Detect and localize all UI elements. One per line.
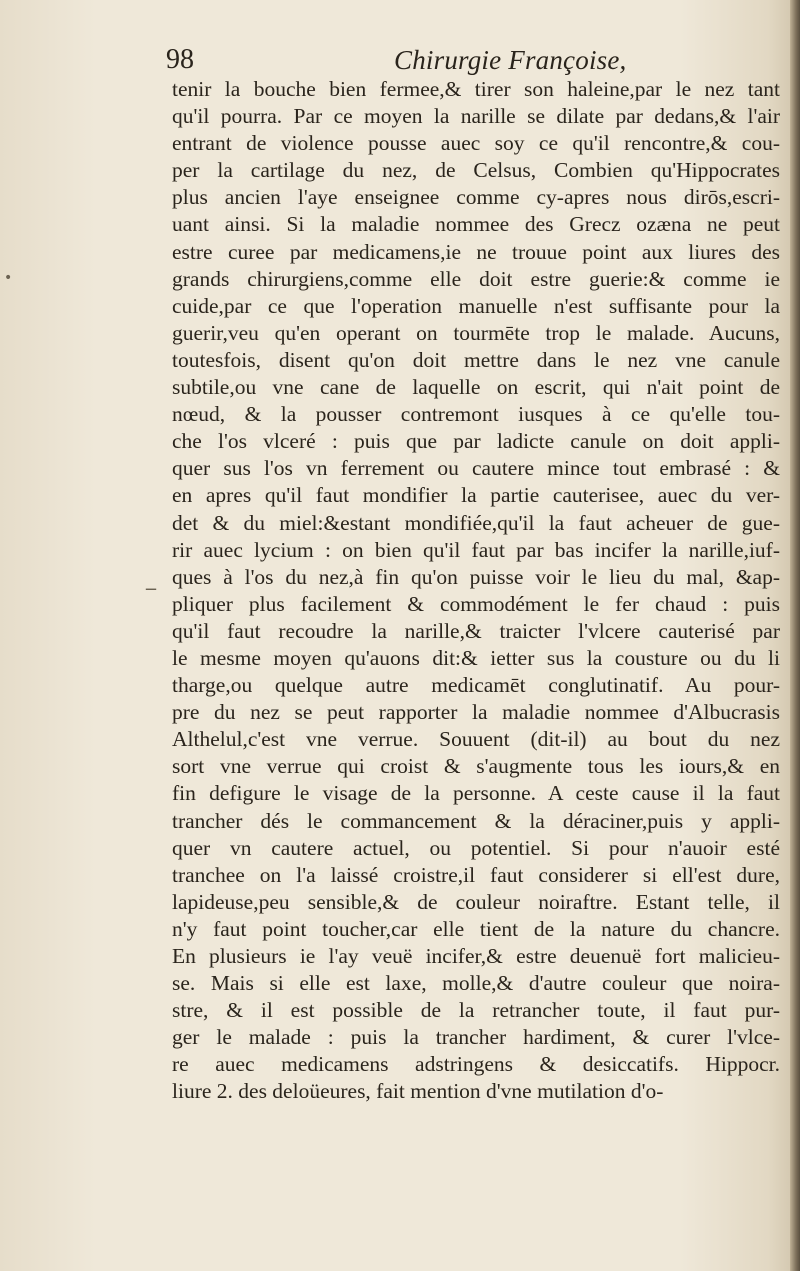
text-line: ger le malade : puis la trancher hardiment, & curer l'vlce-	[172, 1025, 780, 1050]
text-line: Althelul,c'est vne verrue. Souuent (dit-il) au bout du nez	[172, 727, 780, 752]
text-line: se. Mais si elle est laxe, molle,& d'autre couleur que noira-	[172, 971, 780, 996]
text-line: ques à l'os du nez,à fin qu'on puisse voir le lieu du mal, &ap-	[172, 564, 780, 589]
text-line: quer sus l'os vn ferrement ou cautere mince tout embrasé : &	[172, 456, 780, 481]
running-title: Chirurgie Françoise,	[394, 45, 627, 75]
page-number: 98	[166, 44, 194, 75]
text-line: estre curee par medicamens,ie ne trouue point aux liures des	[172, 239, 780, 264]
text-line: subtile,ou vne cane de laquelle on escrit, qui n'ait point de	[172, 375, 780, 400]
text-line: entrant de violence pousse auec soy ce qu'il rencontre,& cou-	[172, 131, 780, 156]
body-text	[172, 76, 780, 1106]
text-line: plus ancien l'aye enseignee comme cy-apres nous dirōs,escri-	[172, 185, 780, 210]
page-edge-shadow	[790, 0, 800, 1271]
text-line: sort vne verrue qui croist & s'augmente tous les iours,& en	[172, 754, 780, 779]
text-line: tranchee on l'a laissé croistre,il faut considerer si ell'est dure,	[172, 862, 780, 887]
text-line: rir auec lycium : on bien qu'il faut par bas incifer la narille,iuf-	[172, 537, 780, 562]
margin-bracket-mark: _	[146, 566, 156, 590]
text-line: guerir,veu qu'en operant on tourmēte trop le malade. Aucuns,	[172, 320, 780, 345]
text-line: nœud, & la pousser contremont iusques à ce qu'elle tou-	[172, 402, 780, 427]
text-line: trancher dés le commancement & la déraciner,puis y appli-	[172, 808, 780, 833]
text-line: en apres qu'il faut mondifier la partie cauterisee, auec du ver-	[172, 483, 780, 508]
text-line: uant ainsi. Si la maladie nommee des Grecz ozæna ne peut	[172, 212, 780, 237]
text-line: quer vn cautere actuel, ou potentiel. Si pour n'auoir esté	[172, 835, 780, 860]
page-header	[166, 40, 776, 80]
margin-ink-mark: •	[4, 270, 13, 286]
text-line: pre du nez se peut rapporter la maladie nommee d'Albucrasis	[172, 700, 780, 725]
text-line: grands chirurgiens,comme elle doit estre guerie:& comme ie	[172, 266, 780, 291]
text-line: le mesme moyen qu'auons dit:& ietter sus la cousture ou du li	[172, 645, 780, 670]
text-line: En plusieurs ie l'ay veuë incifer,& estre deuenuë fort malicieu-	[172, 944, 780, 968]
text-line: tenir la bouche bien fermee,& tirer son haleine,par le nez tant	[172, 77, 780, 101]
text-line: toutesfois, disent qu'on doit mettre dans le nez vne canule	[172, 347, 780, 372]
text-line: tharge,ou quelque autre medicamēt conglutinatif. Au pour-	[172, 673, 780, 698]
text-line: lapideuse,peu sensible,& de couleur noiraftre. Estant telle, il	[172, 889, 780, 914]
text-line: stre, & il est possible de la retrancher toute, il faut pur-	[172, 998, 780, 1023]
text-line: fin defigure le visage de la personne. A ceste cause il la faut	[172, 781, 780, 806]
text-line: cuide,par ce que l'operation manuelle n'est suffisante pour la	[172, 293, 780, 318]
text-line: n'y faut point toucher,car elle tient de la nature du chancre.	[172, 916, 780, 941]
text-line: che l'os vlceré : puis que par ladicte canule on doit appli-	[172, 429, 780, 454]
text-line: liure 2. des deloüeures, fait mention d'vne mutilation d'o-	[172, 1079, 664, 1104]
text-line: det & du miel:&estant mondifiée,qu'il la faut acheuer de gue-	[172, 510, 780, 535]
text-line: qu'il pourra. Par ce moyen la narille se dilate par dedans,& l'air	[172, 104, 780, 129]
text-line: per la cartilage du nez, de Celsus, Combien qu'Hippocrates	[172, 158, 780, 183]
text-line: qu'il faut recoudre la narille,& traicter l'vlcere cauterisé par	[172, 618, 780, 643]
text-line: pliquer plus facilement & commodément le fer chaud : puis	[172, 591, 780, 616]
text-line: re auec medicamens adstringens & desiccatifs. Hippocr.	[172, 1052, 780, 1077]
